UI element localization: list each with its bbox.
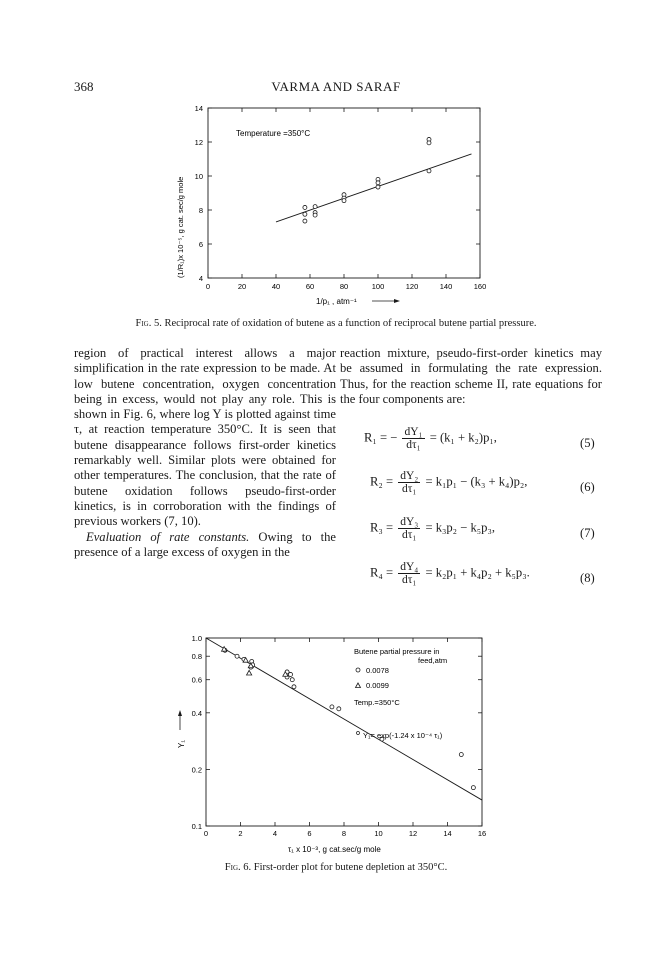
f5-x-tick-label: 40 [271,282,281,291]
f6-y-tick-label: 0.6 [191,675,202,685]
f5-data-point [303,205,307,209]
eq6-lhs: R₂ = [370,474,394,489]
f5-data-point [303,219,307,223]
f5-data-point [376,185,380,189]
equation-5-number: (5) [580,436,595,450]
f5-data-point [376,181,380,185]
f5-x-tick-label: 20 [237,282,247,291]
f5-x-tick-label: 80 [339,282,349,291]
figure-6-caption [40,862,632,873]
f6-legend-triangle-marker [356,683,361,688]
figure-6-label: Fig. 6. [224,862,252,873]
equation-7-number: (7) [580,526,595,540]
f6-x-tick-label: 6 [307,829,312,838]
f5-data-point [342,199,346,203]
eq8-lhs: R₄ = [370,565,394,580]
figure-5-label: Fig. 5. [135,318,162,329]
f5-xlabel: 1/p₁ , atm⁻¹ [316,297,357,306]
f5-x-tick-label: 160 [473,282,487,291]
f6-data-point-circle [235,654,239,658]
eq6-fraction [398,470,420,495]
f6-y-tick-label: 0.4 [191,708,202,718]
f5-y-tick-label: 12 [194,138,203,147]
f5-x-tick-label: 0 [205,282,211,291]
figure-6-caption-text: First-order plot for butene depletion at 350°C. [253,862,448,873]
f6-data-point-triangle [247,670,252,675]
f5-y-tick-label: 8 [198,206,203,215]
equation-8-number: (8) [580,571,595,585]
f6-data-point-circle [330,705,334,709]
eq7-num: dY₃ [400,516,419,528]
equation-8 [370,561,530,586]
f5-x-tick-label: 60 [305,282,315,291]
left-paragraph-2-heading: Evaluation of rate constants. [86,529,250,544]
f5-xlabel-arrowhead [394,299,400,303]
f6-legend-title-2: feed,atm [418,656,448,665]
figure-5-caption [40,318,632,329]
f6-y-tick-label: 1.0 [191,634,202,643]
f5-x-tick-label: 140 [439,282,453,291]
running-title: VARMA AND SARAF [271,79,401,94]
f5-y-tick-label: 10 [194,172,203,181]
f6-x-tick-label: 4 [272,829,278,838]
eq7-den: dτ₁ [402,529,417,541]
figure-5-caption-text: Reciprocal rate of oxidation of butene as a function of reciprocal butene partial pressure. [164,318,537,329]
f6-fit-label: Y₁= exp(-1.24 x 10⁻⁴ τ₁) [363,731,443,740]
equation-7 [370,516,495,541]
eq7-fraction [398,516,420,541]
eq5-num: dY₁ [404,426,423,438]
equation-6-number: (6) [580,480,595,494]
f6-x-tick-label: 12 [408,829,418,838]
left-paragraph-2-text: Owing to the presence of a large excess of oxygen in the [74,529,336,559]
page-header [0,79,672,95]
f6-ylabel: Y₁ [177,739,186,748]
f6-legend-circle-marker [356,668,360,672]
equation-6 [370,470,527,495]
f6-data-point-circle [471,786,475,790]
right-paragraph-1: reaction mixture, pseudo-first-order kinetics may be assumed in formulating the rate expression. Thus, for the reaction scheme II, rate equations for the four components are: [340,346,602,406]
eq6-num: dY₂ [400,470,419,482]
f6-x-tick-label: 8 [341,829,347,838]
f6-temp-annotation: Temp.=350°C [354,698,400,707]
eq8-num: dY₄ [400,561,419,573]
f5-data-point [313,213,317,217]
f6-data-point-circle [337,707,341,711]
eq7-rhs: = k₃p₂ − k₅p₃, [425,520,495,535]
eq6-den: dτ₁ [402,483,417,495]
f6-legend-series-1: 0.0078 [366,666,389,675]
f6-y-tick-label: 0.2 [191,765,202,775]
f5-x-tick-label: 100 [371,282,385,291]
equation-5 [364,426,497,451]
figure-5-chart [150,100,530,310]
f5-y-tick-label: 6 [198,240,203,249]
f6-x-tick-label: 14 [443,829,452,838]
f5-y-tick-label: 14 [194,104,203,113]
eq6-rhs: = k₁p₁ − (k₃ + k₄)p₂, [425,474,528,489]
f6-data-point-circle [292,685,296,689]
left-paragraph-1: region of practical interest allows a major simplification in the rate expression to be made. At low butene concentration, oxygen concentration being in excess, would not play any role. This is shown in Fig. 6, where log Y is plotted against time τ, at reaction temperature 350°C. It is seen that butene disappearance follows first-order kinetics remarkably well. Similar plots were obtained for other temperatures. The conclusion, that the rate of butene oxidation follows pseudo-first-order kinetics, is in corroboration with the findings of previous workers (7, 10). [74,346,336,529]
f5-x-tick-label: 120 [405,282,419,291]
f5-y-tick-label: 4 [198,274,203,283]
f6-y-tick-label: 0.1 [191,822,202,831]
f5-ylabel: (1/R₁)x 10⁻⁵, g cat. sec/g mole [176,176,185,278]
f6-ylabel-arrowhead [178,710,182,716]
f6-x-tick-label: 2 [238,829,243,838]
f6-data-point-circle [289,672,293,676]
eq8-rhs: = k₂p₁ + k₄p₂ + k₅p₃. [425,565,530,580]
f6-legend-series-2: 0.0099 [366,681,389,690]
f6-y-tick-label: 0.8 [191,652,202,662]
eq5-den: dτ₁ [406,439,421,451]
figure-6-chart [170,630,500,855]
f6-data-point-circle [290,678,294,682]
eq5-lhs: R₁ = − [364,430,398,445]
f5-data-point [313,205,317,209]
eq8-den: dτ₁ [402,574,417,586]
f6-x-tick-label: 16 [477,829,487,838]
eq7-lhs: R₃ = [370,520,394,535]
f5-data-point [303,212,307,216]
f6-x-tick-label: 10 [374,829,383,838]
f6-data-point-circle [459,753,463,757]
left-paragraph-2 [74,530,336,561]
eq8-fraction [398,561,420,586]
f5-fit-line [276,154,472,222]
eq5-fraction [402,426,424,451]
f6-fit-label-marker [357,732,360,735]
f6-xlabel: τ₁ x 10⁻³, g cat.sec/g mole [288,845,381,854]
f6-x-tick-label: 0 [203,829,209,838]
eq5-rhs: = (k₁ + k₂)p₁, [429,430,497,445]
f5-data-point [427,141,431,145]
f5-data-point [427,169,431,173]
right-column [340,346,602,407]
left-column [74,346,336,560]
f6-legend-title-1: Butene partial pressure in [354,647,440,656]
f5-annotation: Temperature =350°C [236,129,311,138]
page-number: 368 [74,79,94,94]
